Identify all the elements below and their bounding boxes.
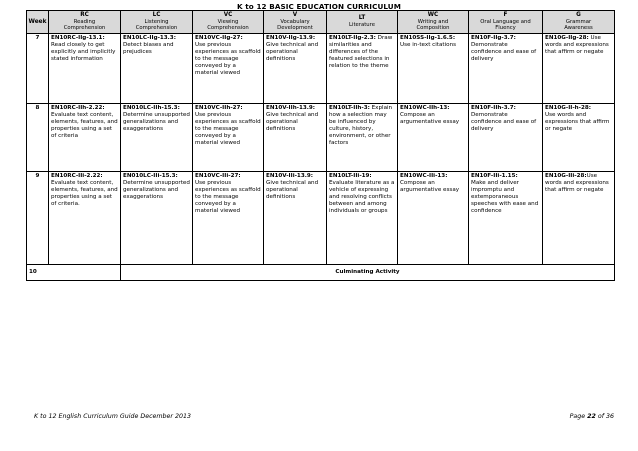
header-g: G Grammar Awareness: [543, 11, 615, 34]
table-cell: EN10V-IIi-13.9: Give technical and operational definitions: [264, 172, 327, 264]
table-row: [27, 104, 615, 172]
table-cell: EN10WC-IIi-13: Compose an argumentative essay: [398, 172, 469, 264]
culminating-activity: Culminating Activity: [121, 264, 615, 280]
table-cell: EN10LC-IIg-13.3: Detect biases and prejudices: [121, 34, 193, 104]
table-cell: EN10G-II-h-28: Use words and expressions that affirm or negate: [543, 104, 615, 172]
header-lt: LT Literature: [327, 11, 398, 34]
table-row: [27, 172, 615, 264]
table-cell: EN10VC-IIh-27: Use previous experiences as scaffold to the message conveyed by a material viewed: [193, 104, 264, 172]
header-f: F Oral Language and Fluency: [469, 11, 543, 34]
table-cell: EN10G-IIi-28:Use words and expressions that affirm or negate: [543, 172, 615, 264]
week-number: 7: [27, 34, 49, 104]
table-cell: EN10RC-IIi-2.22: Evaluate text content, elements, features, and properties using a set of criteria.: [49, 172, 121, 264]
table-cell: EN10VC-IIi-27: Use previous experiences as scaffold to the message conveyed by a material viewed: [193, 172, 264, 264]
header-vc: VC Viewing Comprehension: [193, 11, 264, 34]
table-row: [27, 34, 615, 104]
header-row: [27, 11, 615, 34]
table-cell: EN10V-IIh-13.9: Give technical and operational definitions: [264, 104, 327, 172]
table-cell: EN010LC-IIh-15.3: Determine unsupported generalizations and exaggerations: [121, 104, 193, 172]
table-cell: EN10WC-IIh-13: Compose an argumentative essay: [398, 104, 469, 172]
table-cell: EN10LT-IIi-19: Evaluate literature as a vehicle of expressing and resolving conflicts between and among individuals or groups: [327, 172, 398, 264]
header-lc: LC Listening Comprehension: [121, 11, 193, 34]
header-rc: RC Reading Comprehension: [49, 11, 121, 34]
table-cell: EN10F-IIi-1.15: Make and deliver impromptu and extemporaneous speeches with ease and confidence: [469, 172, 543, 264]
curriculum-table: [26, 10, 615, 281]
table-cell: EN10F-IIh-3.7: Demonstrate confidence and ease of delivery: [469, 104, 543, 172]
table-cell: EN10RC-IIh-2.22: Evaluate text content, elements, features, and properties using a set of criteria: [49, 104, 121, 172]
week-number: 9: [27, 172, 49, 264]
document-title: K to 12 BASIC EDUCATION CURRICULUM: [237, 2, 401, 11]
header-week: Week: [27, 11, 49, 34]
table-cell: EN10G-IIg-28: Use words and expressions that affirm or negate: [543, 34, 615, 104]
table-cell: EN10LT-IIh-3: Explain how a selection may be influenced by culture, history, environment, or other factors: [327, 104, 398, 172]
table-cell: EN10F-IIg-3.7: Demonstrate confidence and ease of delivery: [469, 34, 543, 104]
header-v: V Vocabulary Development: [264, 11, 327, 34]
week-number: 8: [27, 104, 49, 172]
table-cell: EN10SS-IIg-1.6.5: Use in-text citations: [398, 34, 469, 104]
footer-page-number: Page 22 of 36: [569, 413, 614, 420]
table-cell: EN10RC-IIg-13.1: Read closely to get explicitly and implicitly stated information: [49, 34, 121, 104]
table-row: [27, 264, 615, 280]
table-cell: EN10V-IIg-13.9: Give technical and operational definitions: [264, 34, 327, 104]
table-cell: EN010LC-IIi-15.3: Determine unsupported generalizations and exaggerations: [121, 172, 193, 264]
header-wc: WC Writing and Composition: [398, 11, 469, 34]
table-cell: EN10LT-IIg-2.3: Draw similarities and differences of the featured selections in relation to the theme: [327, 34, 398, 104]
table-cell: EN10VC-IIg-27: Use previous experiences as scaffold to the message conveyed by a material viewed: [193, 34, 264, 104]
footer-guide-title: K to 12 English Curriculum Guide December 2013: [34, 413, 192, 420]
week-number: 10: [27, 264, 121, 280]
